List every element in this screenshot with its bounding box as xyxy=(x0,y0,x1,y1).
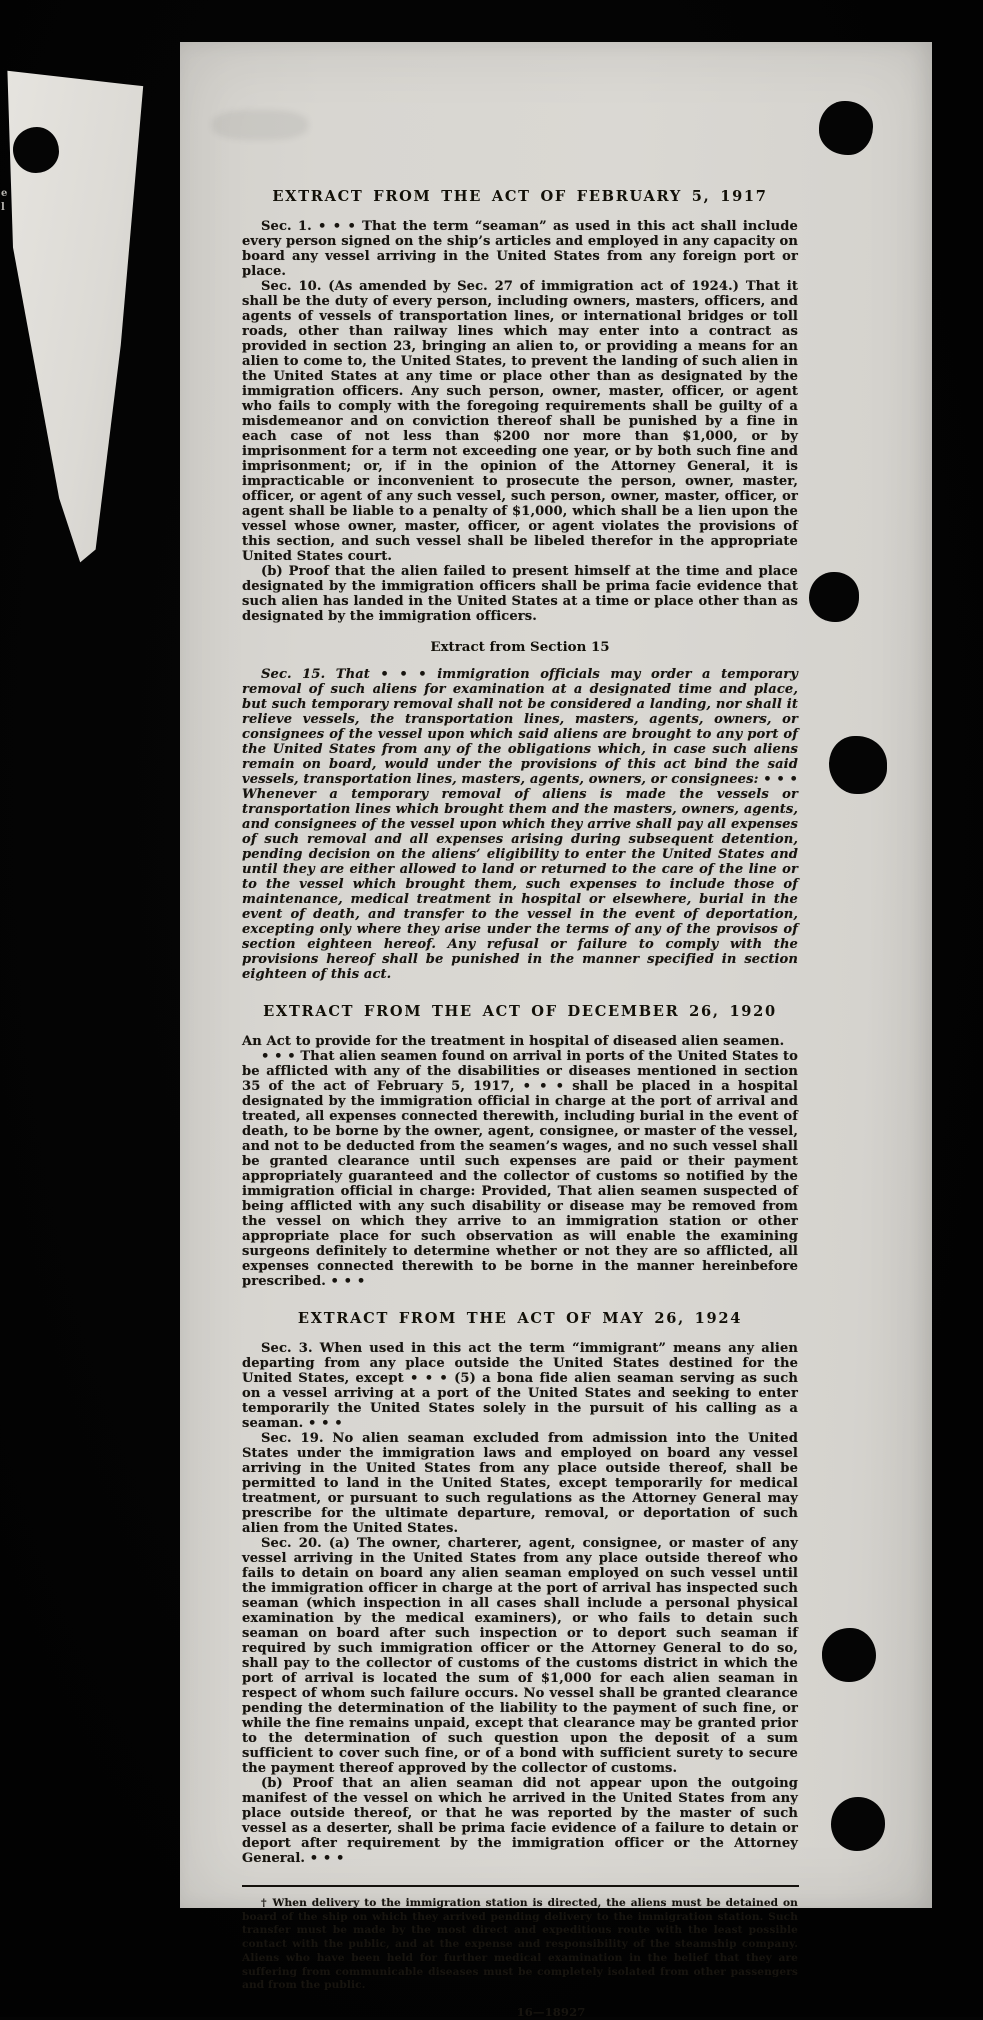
footnote-rule xyxy=(242,1885,799,1887)
section-15-subheading: Extract from Section 15 xyxy=(430,639,610,655)
act-1924-sec19: Sec. 19. No alien seaman excluded from admission into the United States under the immigration laws and employed on board any vessel arriving in the United States from any place outside thereof, shall be permitted to land in the United States, except temporarily for medical treatment, or pursuant to such regulations as the Attorney General may prescribe for the ultimate departure, removal, or deportation of such alien from the United States. xyxy=(242,1431,798,1536)
punch-hole-sliver xyxy=(13,127,59,173)
plate-number: 16—18927 xyxy=(516,2004,586,2019)
punch-hole-right-upper xyxy=(809,572,859,622)
edge-fragment-1: e xyxy=(1,188,8,199)
act-1924-sec20a: Sec. 20. (a) The owner, charterer, agent, consignee, or master of any vessel arriving in the United States from any place outside thereof who fails to detain on board any alien seaman employed on such vessel until the immigration officer in charge at the port of arrival has inspected such seaman (which inspection in all cases shall include a personal physical examination by the medical examiners), or who fails to detain such seaman on board after such inspection or to deport such seaman if required by such immigration officer or the Attorney General to do so, shall pay to the collector of customs of the customs district in which the port of arrival is located the sum of $1,000 for each alien seaman in respect of whom such failure occurs. No vessel shall be granted clearance pending the determination of the liability to the payment of such fine, or while the fine remains unpaid, except that clearance may be granted prior to the determination of such question upon the deposit of a sum sufficient to cover such fine, or of a bond with sufficient surety to secure the payment thereof approved by the collector of customs. xyxy=(242,1536,798,1776)
punch-hole-bottom-right xyxy=(831,1797,885,1851)
edge-fragment-2: l xyxy=(1,202,5,213)
act-1920-intro: An Act to provide for the treatment in hospital of diseased alien seamen. xyxy=(242,1034,785,1049)
scanned-page xyxy=(180,42,932,2019)
punch-hole-right-mid xyxy=(829,736,887,794)
punch-hole-right-lower xyxy=(822,1628,876,1682)
page-content xyxy=(242,188,798,2020)
act-1920-body: • • • That alien seamen found on arrival in ports of the United States to be afflicted with any of the disabilities or diseases mentioned in section 35 of the act of February 5, 1917, • • • shall be placed in a hospital designated by the immigration official in charge at the port of arrival and treated, all expenses connected therewith, including burial in the event of death, to be borne by the owner, agent, consignee, or master of the vessel, and not to be deducted from the seamen’s wages, and no such vessel shall be granted clearance until such expenses are paid or their payment appropriately guaranteed and the collector of customs so notified by the immigration official in charge: Provided, That alien seamen suspected of being afflicted with any such disability or disease may be removed from the vessel on which they arrive to an immigration station or other appropriate place for such observation as will enable the examining surgeons definitely to determine whether or not they are so afflicted, all expenses connected therewith to be borne in the manner hereinbefore prescribed. • • • xyxy=(242,1049,798,1289)
act-1917-heading: EXTRACT FROM THE ACT OF FEBRUARY 5, 1917 xyxy=(272,188,768,205)
act-1924-sec3: Sec. 3. When used in this act the term “immigrant” means any alien departing from any place outside the United States destined for the United States, except • • • (5) a bona fide alien seaman serving as such on a vessel arriving at a port of the United States and seeking to enter temporarily the United States solely in the pursuit of his calling as a seaman. • • • xyxy=(242,1341,798,1431)
act-1917-sec10: Sec. 10. (As amended by Sec. 27 of immigration act of 1924.) That it shall be the duty of every person, including owners, masters, officers, and agents of vessels of transportation lines, or international bridges or toll roads, other than railway lines which may enter into a contract as provided in section 23, bringing an alien to, or providing a means for an alien to come to, the United States, to prevent the landing of such alien in the United States at any time or place other than as designated by the immigration officers. Any such person, owner, master, officer, or agent who fails to comply with the foregoing requirements shall be guilty of a misdemeanor and on conviction thereof shall be punished by a fine in each case of not less than $200 nor more than $1,000, or by imprisonment for a term not exceeding one year, or by both such fine and imprisonment; or, if in the opinion of the Attorney General, it is impracticable or inconvenient to prosecute the person, owner, master, officer, or agent of any such vessel, such person, owner, master, officer, or agent shall be liable to a penalty of $1,000, which shall be a lien upon the vessel whose owner, master, officer, or agent violates the provisions of this section, and such vessel shall be libeled therefor in the appropriate United States court. xyxy=(242,279,798,564)
act-1924-para-b: (b) Proof that an alien seaman did not appear upon the outgoing manifest of the vessel on which he arrived in the United States from any place outside thereof, or that he was reported by the master of such vessel as a deserter, shall be prima facie evidence of a failure to detain or deport after requirement by the immigration officer or the Attorney General. • • • xyxy=(242,1776,798,1866)
act-1917-sec1: Sec. 1. • • • That the term “seaman” as used in this act shall include every person signed on the ship’s articles and employed in any capacity on board any vessel arriving in the United States from any foreign port or place. xyxy=(242,219,798,279)
act-1924-heading: EXTRACT FROM THE ACT OF MAY 26, 1924 xyxy=(297,1310,743,1327)
act-1917-sec15: Sec. 15. That • • • immigration officials may order a temporary removal of such aliens for examination at a designated time and place, but such temporary removal shall not be considered a landing, nor shall it relieve vessels, the transportation lines, masters, agents, owners, or consignees of the vessel upon which said aliens are brought to any port of the United States from any of the obligations which, in case such aliens remain on board, would under the provisions of this act bind the said vessels, transportation lines, masters, agents, owners, or consignees: • • • Whenever a temporary removal of aliens is made the vessels or transportation lines which brought them and the masters, owners, agents, and consignees of the vessel upon which they arrive shall pay all expenses of such removal and all expenses arising during subsequent detention, pending decision on the aliens’ eligibility to enter the United States and until they are either allowed to land or returned to the care of the line or to the vessel which brought them, such expenses to include those of maintenance, medical treatment in hospital or elsewhere, burial in the event of death, and transfer to the vessel in the event of deportation, excepting only where they arise under the terms of any of the provisos of section eighteen hereof. Any refusal or failure to comply with the provisions hereof shall be punished in the manner specified in section eighteen of this act. xyxy=(242,667,798,982)
act-1917-para-b: (b) Proof that the alien failed to present himself at the time and place designated by the immigration officers shall be prima facie evidence that such alien has landed in the United States at a time or place other than as designated by the immigration officers. xyxy=(242,564,798,624)
footnote-text: † When delivery to the immigration station is directed, the aliens must be detained on board of the ship on which they arrived pending delivery to the immigration station. Such transfer must be made by the most direct and expeditious route with the least possible contact with the public, and at the expense and responsibility of the steamship company. Aliens who have been held for further medical examination in the belief that they are suffering from communicable diseases must be completely isolated from other passengers and from the public. xyxy=(242,1897,798,1992)
pencil-smudge xyxy=(212,110,308,140)
punch-hole-top-right xyxy=(819,101,873,155)
act-1920-heading: EXTRACT FROM THE ACT OF DECEMBER 26, 1920 xyxy=(263,1003,777,1020)
